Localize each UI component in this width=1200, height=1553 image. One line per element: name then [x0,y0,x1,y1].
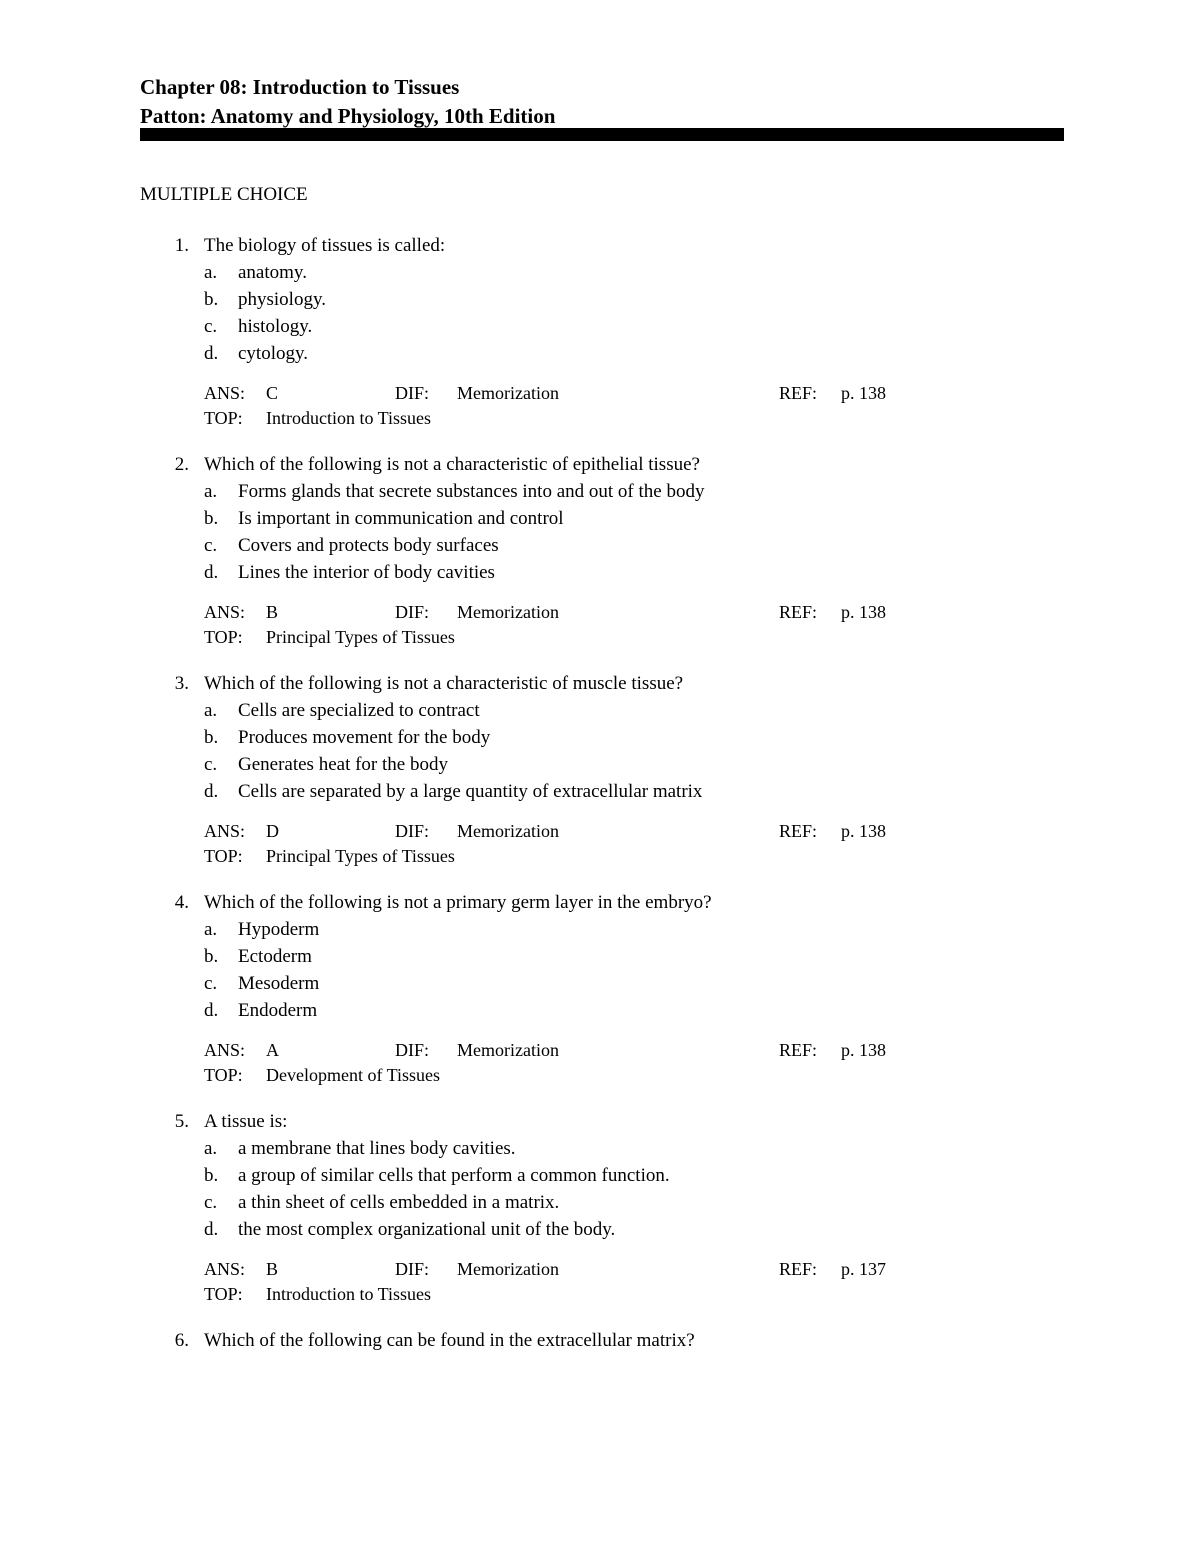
reference-label: REF: [779,821,818,841]
answer-option [140,313,1064,340]
answer-metadata [140,1038,1064,1088]
answer-value: D [266,821,279,841]
option-text: a membrane that lines body cavities. [238,1138,516,1159]
answer-option [140,340,1064,367]
topic-value: Introduction to Tissues [266,1284,432,1304]
option-text: anatomy. [238,262,307,283]
question-item [140,670,1064,869]
answer-option [140,943,1064,970]
option-letter: c. [204,754,218,775]
option-letter: d. [204,781,219,802]
answer-value: B [266,602,279,622]
question-stem [140,451,1064,478]
topic-value: Development of Tissues [266,1065,441,1085]
answer-option [140,997,1064,1024]
option-letter: a. [204,1138,218,1159]
answer-metadata [140,1257,1064,1307]
option-text: Hypoderm [238,919,320,940]
option-letter: a. [204,262,218,283]
answer-option [140,259,1064,286]
option-letter: a. [204,700,218,721]
answer-metadata [140,600,1064,650]
difficulty-value: Memorization [457,1040,559,1060]
answer-row [140,1038,1064,1063]
answer-metadata [140,819,1064,869]
answer-row [140,1257,1064,1282]
option-text: cytology. [238,343,309,364]
answer-option [140,970,1064,997]
question-text: A tissue is: [204,1111,288,1132]
answer-option [140,478,1064,505]
answer-value: C [266,383,279,403]
option-text: Endoderm [238,1000,318,1021]
question-stem [140,232,1064,259]
difficulty-value: Memorization [457,602,559,622]
topic-label: TOP: [204,846,243,866]
reference-label: REF: [779,1040,818,1060]
question-text: Which of the following is not a characteristic of muscle tissue? [204,673,684,694]
header-rule [140,128,1064,141]
difficulty-label: DIF: [395,821,430,841]
answer-label: ANS: [204,383,246,403]
difficulty-label: DIF: [395,383,430,403]
option-text: Cells are specialized to contract [238,700,480,721]
reference-value: p. 138 [841,602,886,622]
answer-option [140,1135,1064,1162]
question-stem [140,1108,1064,1135]
question-number: 6. [174,1330,189,1351]
difficulty-value: Memorization [457,383,559,403]
question-number: 1. [174,235,189,256]
answer-label: ANS: [204,1040,246,1060]
topic-label: TOP: [204,1284,243,1304]
option-text: Generates heat for the body [238,754,448,775]
answer-option [140,697,1064,724]
question-item [140,889,1064,1088]
answer-option [140,724,1064,751]
option-letter: b. [204,727,219,748]
topic-value: Introduction to Tissues [266,408,432,428]
topic-label: TOP: [204,408,243,428]
option-letter: b. [204,289,219,310]
option-letter: a. [204,919,218,940]
answer-option [140,1216,1064,1243]
answer-value: A [266,1040,279,1060]
question-number: 4. [174,892,189,913]
topic-row [140,406,1064,431]
option-letter: a. [204,481,218,502]
difficulty-label: DIF: [395,1040,430,1060]
section-title: MULTIPLE CHOICE [140,184,308,205]
topic-row [140,625,1064,650]
topic-row [140,844,1064,869]
answer-row [140,819,1064,844]
answer-label: ANS: [204,821,246,841]
option-letter: c. [204,316,218,337]
option-letter: b. [204,1165,219,1186]
option-text: Mesoderm [238,973,320,994]
option-text: a thin sheet of cells embedded in a matrix. [238,1192,560,1213]
answer-option [140,286,1064,313]
question-stem [140,1327,1064,1354]
option-letter: d. [204,1000,219,1021]
answer-metadata [140,381,1064,431]
question-text: The biology of tissues is called: [204,235,446,256]
reference-label: REF: [779,1259,818,1279]
answer-option [140,1189,1064,1216]
topic-value: Principal Types of Tissues [266,627,455,647]
option-letter: b. [204,508,219,529]
difficulty-label: DIF: [395,602,430,622]
answer-row [140,381,1064,406]
topic-value: Principal Types of Tissues [266,846,455,866]
answer-option [140,532,1064,559]
question-stem [140,670,1064,697]
option-text: Cells are separated by a large quantity of extracellular matrix [238,781,703,802]
option-letter: d. [204,562,219,583]
option-letter: c. [204,1192,218,1213]
question-text: Which of the following is not a primary germ layer in the embryo? [204,892,712,913]
option-letter: d. [204,343,219,364]
book-title: Patton: Anatomy and Physiology, 10th Edition [140,104,556,128]
difficulty-label: DIF: [395,1259,430,1279]
answer-option [140,559,1064,586]
option-text: Covers and protects body surfaces [238,535,499,556]
reference-label: REF: [779,602,818,622]
option-text: the most complex organizational unit of the body. [238,1219,616,1240]
answer-label: ANS: [204,1259,246,1279]
answer-option [140,916,1064,943]
option-text: physiology. [238,289,326,310]
answer-option [140,1162,1064,1189]
reference-label: REF: [779,383,818,403]
reference-value: p. 138 [841,1040,886,1060]
answer-option [140,778,1064,805]
option-text: a group of similar cells that perform a common function. [238,1165,670,1186]
topic-label: TOP: [204,627,243,647]
question-item [140,451,1064,650]
chapter-title: Chapter 08: Introduction to Tissues [140,75,460,99]
option-text: Forms glands that secrete substances into and out of the body [238,481,705,502]
reference-value: p. 138 [841,821,886,841]
option-text: Ectoderm [238,946,312,967]
option-text: Produces movement for the body [238,727,491,748]
question-item [140,1327,1064,1354]
answer-label: ANS: [204,602,246,622]
document-header [140,73,1064,131]
topic-row [140,1063,1064,1088]
topic-row [140,1282,1064,1307]
question-stem [140,889,1064,916]
question-number: 2. [174,454,189,475]
question-item [140,232,1064,431]
difficulty-value: Memorization [457,1259,559,1279]
question-item [140,1108,1064,1307]
option-letter: b. [204,946,219,967]
option-text: Lines the interior of body cavities [238,562,495,583]
answer-option [140,751,1064,778]
option-text: histology. [238,316,313,337]
difficulty-value: Memorization [457,821,559,841]
question-list [140,232,1064,1374]
option-letter: c. [204,973,218,994]
question-text: Which of the following can be found in the extracellular matrix? [204,1330,695,1351]
question-number: 3. [174,673,189,694]
answer-row [140,600,1064,625]
answer-option [140,505,1064,532]
option-letter: d. [204,1219,219,1240]
question-text: Which of the following is not a characteristic of epithelial tissue? [204,454,700,475]
question-number: 5. [174,1111,189,1132]
reference-value: p. 137 [841,1259,886,1279]
option-letter: c. [204,535,218,556]
reference-value: p. 138 [841,383,886,403]
option-text: Is important in communication and control [238,508,564,529]
topic-label: TOP: [204,1065,243,1085]
answer-value: B [266,1259,279,1279]
